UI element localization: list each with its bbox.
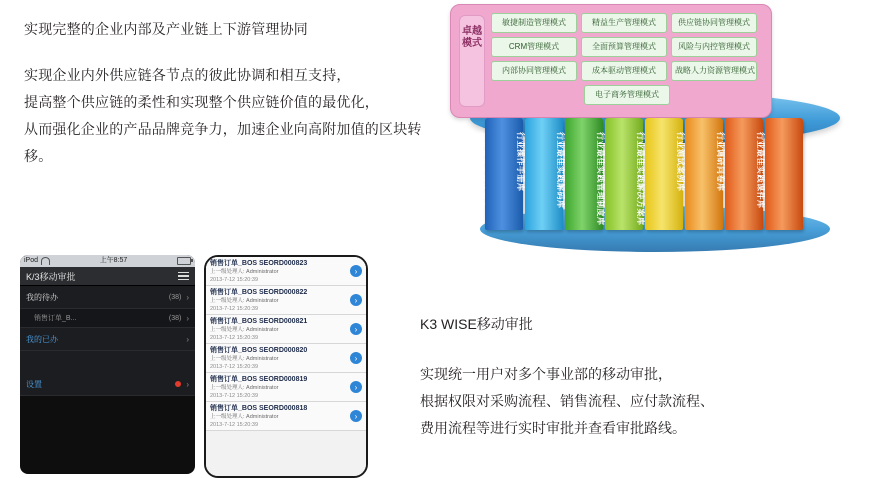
menu-subitem-label: 销售订单_B... [34, 315, 77, 322]
clock-label: 上午8:57 [99, 257, 128, 264]
book-label: 行业调研问卷库 [716, 132, 725, 192]
list-item-title: 销售订单_BOS SEORD000823 [210, 259, 308, 267]
chevron-right-icon[interactable]: › [350, 294, 362, 306]
books-illustration [440, 0, 880, 250]
list-item[interactable] [206, 257, 366, 286]
chevron-right-icon[interactable]: › [350, 381, 362, 393]
list-item-title: 销售订单_BOS SEORD000821 [210, 317, 308, 325]
chevron-right-icon[interactable]: › [350, 352, 362, 364]
list-item[interactable] [206, 286, 366, 315]
model-chip[interactable]: 内部协同管理模式 [491, 61, 577, 81]
bottom-para-line-2: 根据权限对采购流程、销售流程、应付款流程、 [420, 393, 714, 409]
book-label: 行业操作手册库 [516, 132, 525, 192]
model-chip[interactable]: 成本驱动管理模式 [581, 61, 667, 81]
chevron-right-icon: › [186, 313, 189, 323]
list-item-subtitle: 上一级处理人: Administrator [210, 297, 279, 304]
list-item-subtitle: 上一级处理人: Administrator [210, 326, 279, 333]
bottom-text-block [420, 313, 840, 442]
list-item-title: 销售订单_BOS SEORD000822 [210, 288, 308, 296]
book-label: 行业最佳实践课件库 [756, 132, 765, 209]
phone-right [204, 255, 368, 478]
status-bar [20, 255, 195, 267]
menu-item-label: 设置 [26, 379, 42, 389]
top-para-line-2: 提高整个供应链的柔性和实现整个供应链价值的最优化， [24, 94, 379, 110]
list-item-subtitle: 上一级处理人: Administrator [210, 413, 279, 420]
chevron-right-icon: › [186, 379, 189, 389]
bottom-para-line-1: 实现统一用户对多个事业部的移动审批， [420, 366, 672, 382]
phone-left [20, 255, 195, 474]
list-item[interactable] [206, 402, 366, 431]
list-item-title: 销售订单_BOS SEORD000818 [210, 404, 308, 412]
chevron-right-icon[interactable]: › [350, 265, 362, 277]
list-item-subtitle: 上一级处理人: Administrator [210, 268, 279, 275]
top-para-line-1: 实现企业内外供应链各节点的彼此协调和相互支持， [24, 67, 351, 83]
chevron-right-icon: › [186, 334, 189, 344]
approval-list[interactable] [206, 257, 366, 476]
book-label: 行业最佳实践解决方案库 [636, 132, 645, 226]
app-title: K/3移动审批 [26, 271, 76, 282]
book-label: 行业最佳实践管理制度库 [596, 132, 605, 226]
model-chip[interactable]: CRM管理模式 [491, 37, 577, 57]
menu-subitem-sales-order[interactable] [20, 309, 195, 328]
chevron-right-icon[interactable]: › [350, 410, 362, 422]
list-item-subtitle: 上一级处理人: Administrator [210, 355, 279, 362]
book-spine [756, 118, 803, 230]
list-item-time: 2013-7-12 15:20:39 [210, 276, 259, 283]
book-label: 行业最佳实践流程库 [476, 132, 485, 209]
notification-dot-icon [175, 381, 181, 387]
list-item-subtitle: 上一级处理人: Administrator [210, 384, 279, 391]
chevron-right-icon[interactable]: › [350, 323, 362, 335]
menu-item-settings[interactable] [20, 373, 195, 396]
excellence-model-panel [450, 4, 772, 118]
chevron-right-icon: › [186, 292, 189, 302]
battery-icon [177, 257, 191, 265]
list-item-title: 销售订单_BOS SEORD000819 [210, 375, 308, 383]
model-chip[interactable]: 供应链协同管理模式 [671, 13, 757, 33]
menu-subitem-count: (38) [168, 314, 182, 322]
list-item-time: 2013-7-12 15:20:39 [210, 421, 259, 428]
phone-mockups [20, 255, 365, 474]
list-item[interactable] [206, 315, 366, 344]
wifi-icon [41, 257, 50, 265]
book-label: 行业测试案例库 [676, 132, 685, 192]
model-chip[interactable]: 战略人力资源管理模式 [671, 61, 757, 81]
top-para-line-3: 从而强化企业的产品品牌竞争力，加速企业向高附加值的区块转 [24, 121, 422, 137]
menu-item-todo[interactable] [20, 286, 195, 309]
menu-item-count: (38) [168, 293, 182, 301]
list-item-time: 2013-7-12 15:20:39 [210, 363, 259, 370]
model-chip-center-row [491, 85, 763, 105]
list-item-time: 2013-7-12 15:20:39 [210, 392, 259, 399]
list-item-time: 2013-7-12 15:20:39 [210, 305, 259, 312]
menu-item-done[interactable] [20, 328, 195, 351]
book-label: 行业最佳实践解码库 [556, 132, 565, 209]
model-chip-ecommerce[interactable]: 电子商务管理模式 [584, 85, 670, 105]
menu-item-label: 我的已办 [26, 334, 58, 344]
carrier-label: iPod [24, 257, 39, 264]
top-text-block [24, 18, 434, 170]
hamburger-menu-icon[interactable] [178, 272, 189, 281]
model-chip[interactable]: 风险与内控管理模式 [671, 37, 757, 57]
list-item-time: 2013-7-12 15:20:39 [210, 334, 259, 341]
model-chip[interactable]: 全面预算管理模式 [581, 37, 667, 57]
bottom-para-line-3: 费用流程等进行实时审批并查看审批路线。 [420, 420, 686, 436]
top-para-line-4: 移。 [24, 148, 53, 164]
list-item[interactable] [206, 373, 366, 402]
bottom-title: K3 WISE移动审批 [420, 316, 533, 332]
top-lead-text: 实现完整的企业内部及产业链上下游管理协同 [24, 21, 308, 37]
app-header [20, 267, 195, 286]
list-item[interactable] [206, 344, 366, 373]
model-chip-list [491, 13, 763, 105]
list-item-title: 销售订单_BOS SEORD000820 [210, 346, 308, 354]
menu-list [20, 286, 195, 396]
menu-item-label: 我的待办 [26, 292, 58, 302]
model-chip[interactable]: 敏捷制造管理模式 [491, 13, 577, 33]
panel-label: 卓越模式 [459, 15, 485, 107]
book-shelf [476, 110, 830, 230]
model-chip[interactable]: 精益生产管理模式 [581, 13, 667, 33]
